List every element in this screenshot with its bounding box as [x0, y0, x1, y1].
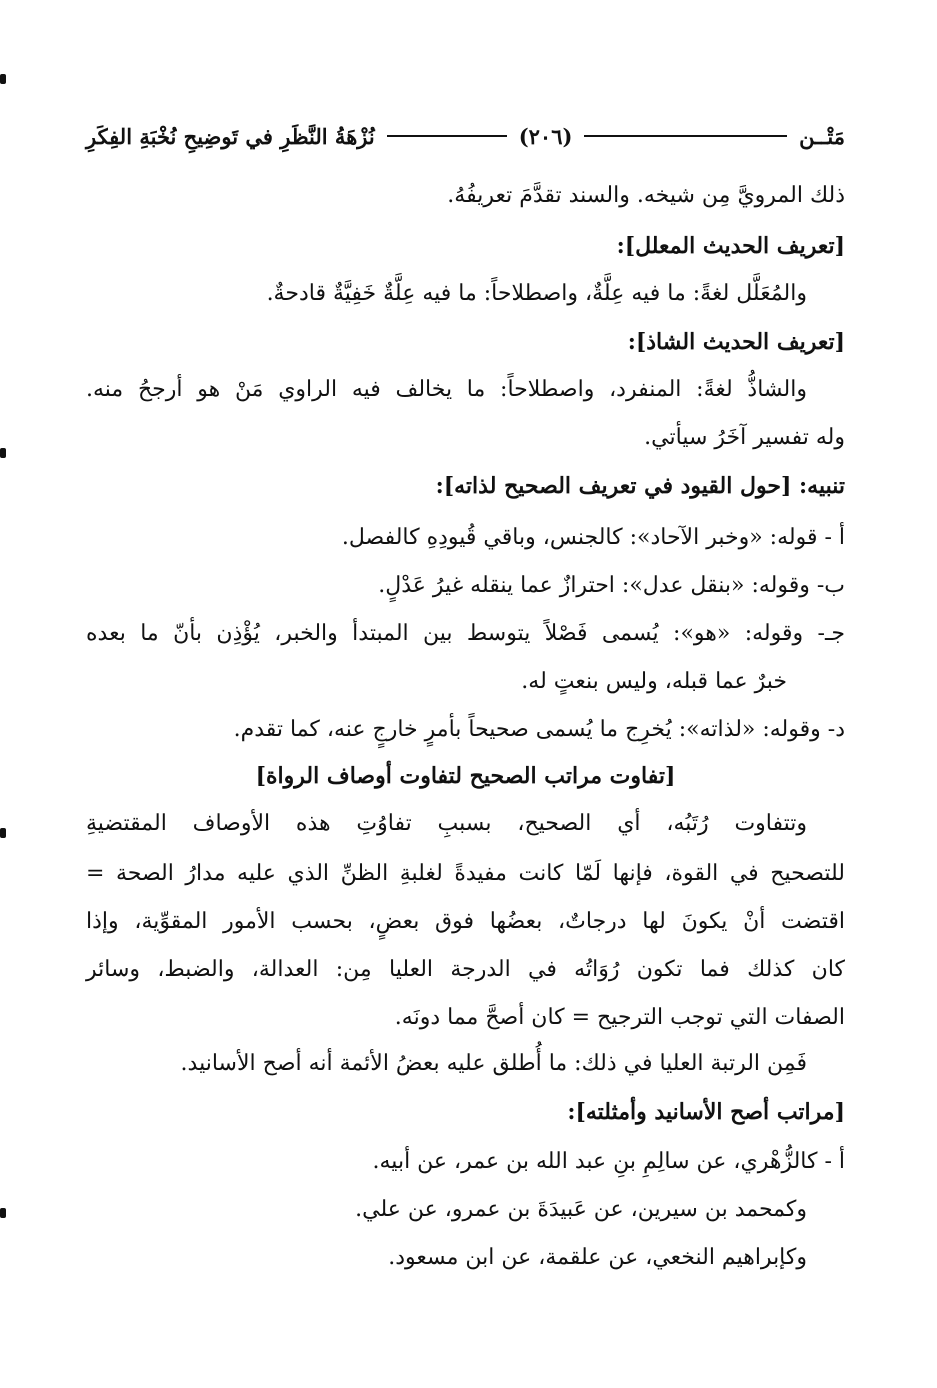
- text-line: وله تفسير آخَرُ سيأتي.: [644, 425, 845, 450]
- running-header: [86, 118, 845, 154]
- list-item: جـ- وقوله: «هو»: يُسمى فَصْلاً يتوسط بين المبتدأ والخبر، يُؤْذِن بأنّ ما بعده: [86, 621, 845, 646]
- text-line: ذلك المرويَّ مِن شيخه. والسند تقدَّمَ تعريفُهُ.: [447, 183, 845, 208]
- text-line: والمُعَلَّل لغةً: ما فيه عِلَّةٌ، واصطلاحاً: ما فيه عِلَّةٌ خَفِيَّةٌ قادحةٌ.: [266, 281, 807, 306]
- text-line: والشاذُّ لغةً: المنفرد، واصطلاحاً: ما يخالف فيه الراوي مَنْ هو أرجحُ منه.: [86, 377, 807, 402]
- scan-mark: [0, 828, 6, 838]
- text-line: وتتفاوت رُتَبُه، أي الصحيح، بسببِ تفاوُتِ هذه الأوصاف المقتضيةِ: [86, 811, 807, 836]
- section-heading: [تعريف الحديث المعلل]:: [616, 233, 845, 259]
- header-rule: [584, 135, 787, 137]
- list-item: د- وقوله: «لذاته»: يُخرِج ما يُسمى صحيحاً بأمرٍ خارجٍ عنه، كما تقدم.: [233, 717, 845, 742]
- section-heading: [تفاوت مراتب الصحيح لتفاوت أوصاف الرواة]: [255, 763, 676, 789]
- scan-mark: [0, 74, 6, 84]
- text-line: خبرٌ عما قبله، وليس بنعتٍ له.: [521, 669, 787, 694]
- scan-mark: [0, 1208, 6, 1218]
- book-title: نُزْهَةُ النَّظَرِ في تَوضِيحِ نُخْبَةِ الفِكَرِ: [86, 123, 375, 149]
- section-heading: [مراتب أصح الأسانيد وأمثلته]:: [567, 1099, 845, 1125]
- text-line: الصفات التي توجب الترجيح = كان أصحَّ مما دونَه.: [394, 1005, 845, 1030]
- scan-mark: [0, 448, 6, 458]
- text-line: فَمِن الرتبة العليا في ذلك: ما أُطلق عليه بعضُ الأئمة أنه أصح الأسانيد.: [180, 1051, 807, 1076]
- text-line: كان كذلك فما تكون رُوَاتُه في الدرجة العليا مِن: العدالة، والضبط، وسائر: [86, 957, 845, 982]
- header-rule: [387, 135, 507, 137]
- page-number: (٢٠٦): [518, 123, 573, 149]
- header-label: مَتْــن: [799, 123, 845, 149]
- text-line: وكمحمد بن سيرين، عن عَبيدَةَ بن عمرو، عن علي.: [355, 1197, 807, 1222]
- list-item: أ - قوله: «وخبر الآحاد»: كالجنس، وباقي قُيودِهِ كالفصل.: [341, 525, 845, 550]
- list-item: ب- وقوله: «بنقل عدل»: احترازٌ عما ينقله غيرُ عَدْلٍ.: [378, 573, 845, 598]
- section-heading: تنبيه: [حول القيود في تعريف الصحيح لذاته]:: [435, 473, 845, 499]
- text-line: وكإبراهيم النخعي، عن علقمة، عن ابن مسعود.: [388, 1245, 807, 1270]
- text-line: للتصحيح في القوة، فإنها لَمّا كانت مفيدةً لغلبةِ الظنِّ الذي عليه مدارُ الصحة =: [86, 861, 845, 886]
- section-heading: [تعريف الحديث الشاذ]:: [627, 329, 845, 355]
- text-line: اقتضت أنْ يكونَ لها درجاتٌ، بعضُها فوق بعضٍ، بحسب الأمور المقوِّية، وإذا: [86, 909, 845, 934]
- list-item: أ - كالزُّهْري، عن سالِمِ بنِ عبد الله بن عمر، عن أبيه.: [372, 1149, 845, 1174]
